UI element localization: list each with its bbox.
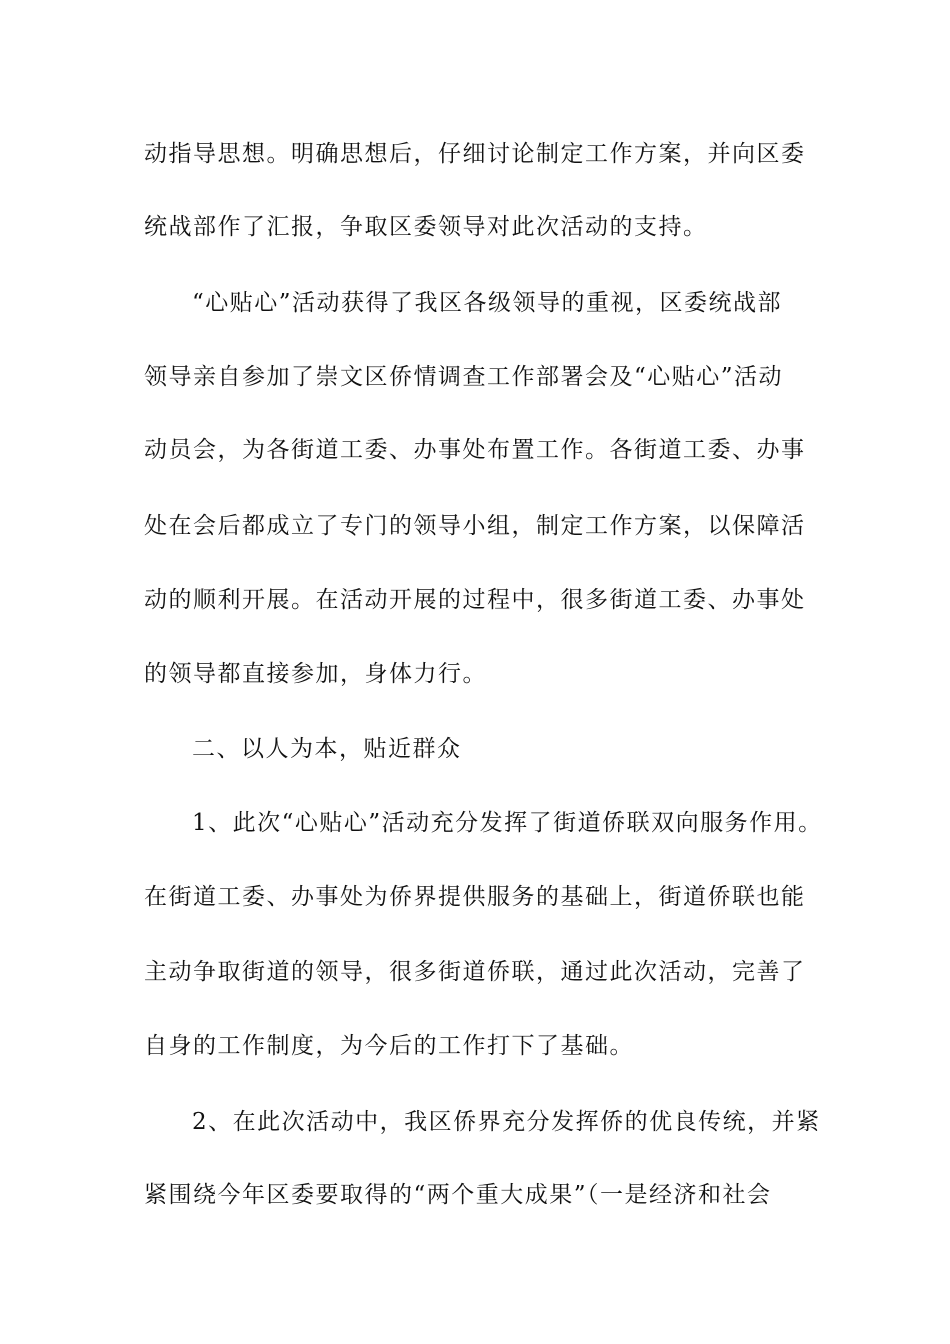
text-line: 紧围绕今年区委要取得的“两个重大成果”（一是经济和社会 — [144, 1182, 772, 1208]
section-heading: 二、以人为本，贴近群众 — [192, 736, 462, 762]
text-line: 统战部作了汇报，争取区委领导对此次活动的支持。 — [144, 214, 708, 240]
text-line: 主动争取街道的领导，很多街道侨联，通过此次活动，完善了 — [144, 959, 806, 985]
text-line: 动员会，为各街道工委、办事处布置工作。各街道工委、办事 — [144, 437, 806, 463]
text-line: 处在会后都成立了专门的领导小组，制定工作方案，以保障活 — [144, 513, 806, 539]
text-line: 自身的工作制度，为今后的工作打下了基础。 — [144, 1033, 634, 1059]
text-line: 领导亲自参加了崇文区侨情调查工作部署会及“心贴心”活动 — [144, 364, 784, 390]
paragraph-start-line: 1、此次“心贴心”活动充分发挥了街道侨联双向服务作用。 — [192, 810, 823, 836]
text-line: 动指导思想。明确思想后，仔细讨论制定工作方案，并向区委 — [144, 141, 806, 167]
text-line: 在街道工委、办事处为侨界提供服务的基础上，街道侨联也能 — [144, 884, 806, 910]
paragraph-start-line: “心贴心”活动获得了我区各级领导的重视，区委统战部 — [192, 290, 783, 316]
text-line: 的领导都直接参加，身体力行。 — [144, 661, 487, 687]
text-line: 动的顺利开展。在活动开展的过程中，很多街道工委、办事处 — [144, 587, 806, 613]
paragraph-start-line: 2、在此次活动中，我区侨界充分发挥侨的优良传统，并紧 — [192, 1109, 821, 1135]
